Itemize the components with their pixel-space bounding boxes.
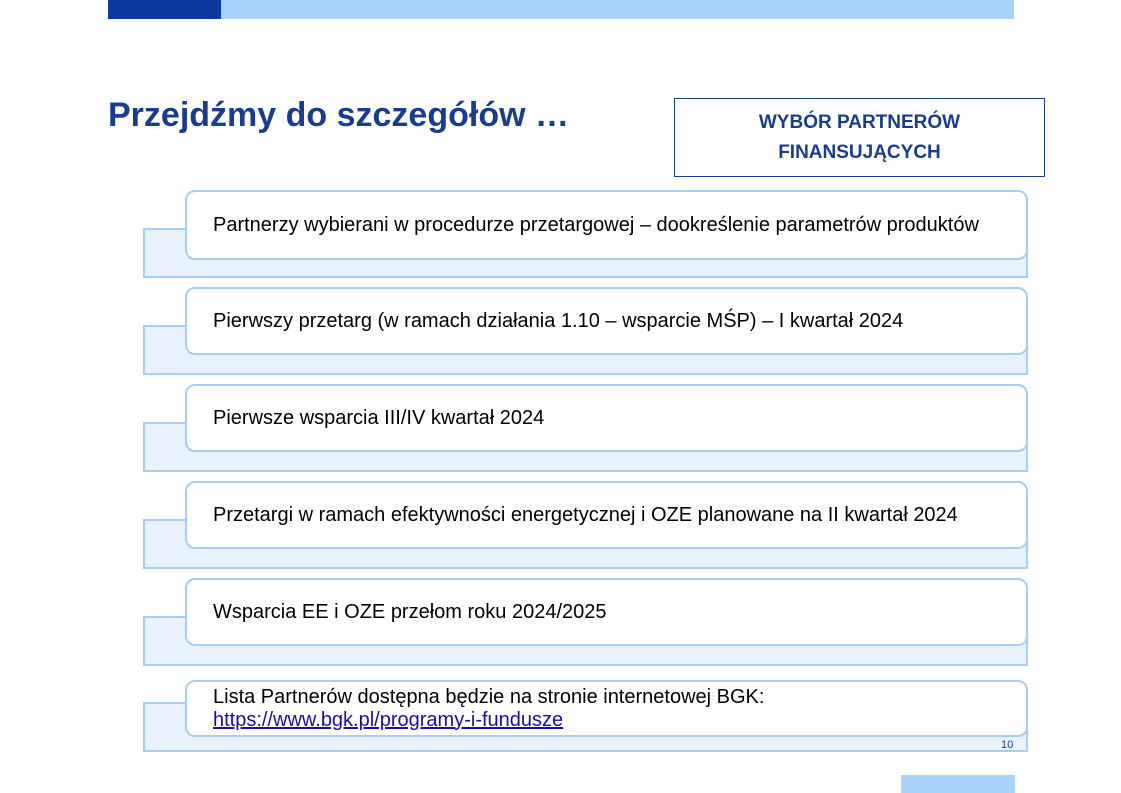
list-item-card bbox=[185, 190, 1028, 260]
list-item-text: Przetargi w ramach efektywności energetycznej i OZE planowane na II kwartał 2024 bbox=[213, 503, 958, 526]
list-item-text: Wsparcia EE i OZE przełom roku 2024/2025 bbox=[213, 600, 607, 623]
list-item-text: Pierwszy przetarg (w ramach działania 1.10 – wsparcie MŚP) – I kwartał 2024 bbox=[213, 309, 904, 332]
list-item-text: Partnerzy wybierani w procedurze przetargowej – dookreślenie parametrów produktów bbox=[213, 213, 979, 236]
list-item-card bbox=[185, 680, 1028, 737]
list-item-text: Pierwsze wsparcia III/IV kwartał 2024 bbox=[213, 406, 545, 429]
top-accent-bar-light bbox=[221, 0, 1014, 19]
list-item-text: Lista Partnerów dostępna będzie na stronie internetowej BGK: bbox=[213, 685, 765, 708]
slide-title: Przejdźmy do szczegółów … bbox=[108, 96, 569, 134]
section-header-line1: WYBÓR PARTNERÓW bbox=[758, 111, 961, 133]
list-item-card bbox=[185, 481, 1028, 549]
top-accent-bar-dark bbox=[108, 0, 221, 19]
list-item-card bbox=[185, 384, 1028, 452]
bgk-programs-link[interactable]: https://www.bgk.pl/programy-i-fundusze bbox=[213, 708, 564, 731]
list-item-card bbox=[185, 578, 1028, 646]
list-item-card bbox=[185, 287, 1028, 355]
bottom-accent-bar bbox=[901, 775, 1015, 793]
page-number: 10 bbox=[1001, 739, 1014, 751]
section-header-box bbox=[674, 98, 1045, 177]
section-header-line2: FINANSUJĄCYCH bbox=[778, 141, 941, 163]
